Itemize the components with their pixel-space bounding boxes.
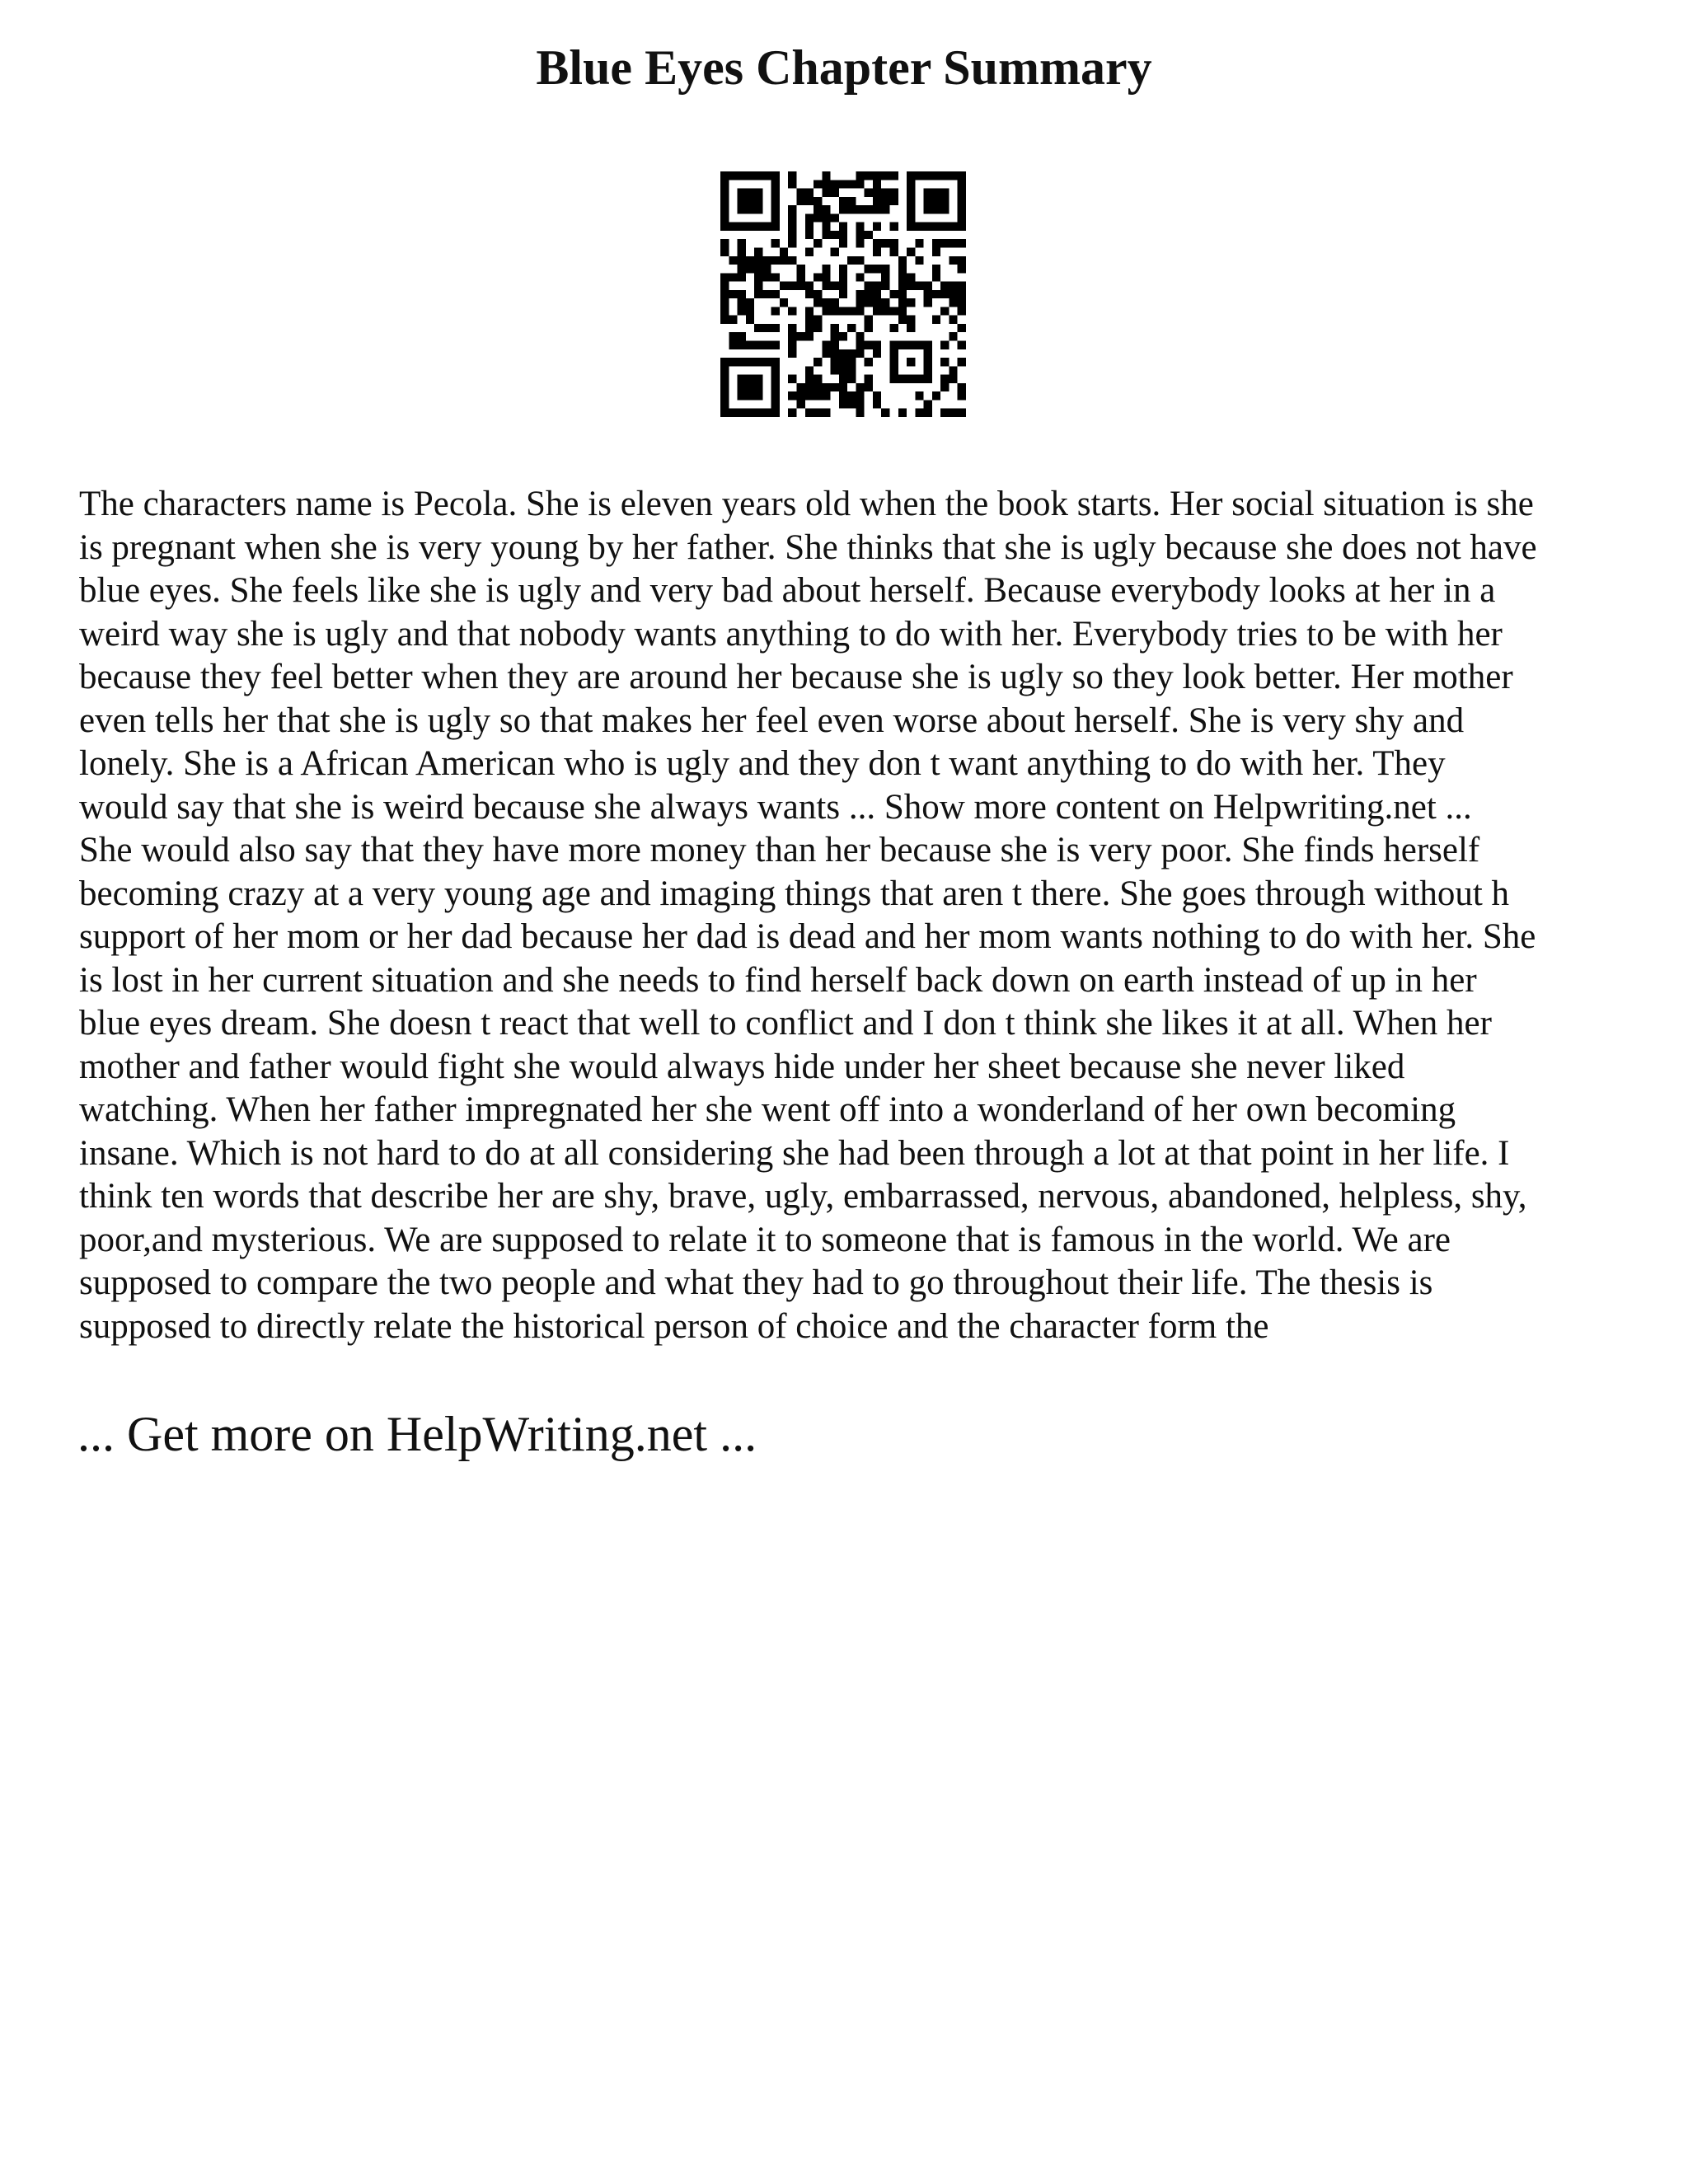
body-line: supposed to compare the two people and what they had to go throughout their life. The thesis is bbox=[79, 1263, 1433, 1302]
body-line: even tells her that she is ugly so that makes her feel even worse about herself. She is very shy and bbox=[79, 701, 1465, 740]
body-line: becoming crazy at a very young age and imaging things that aren t there. She goes through without h bbox=[79, 874, 1510, 913]
body-line: support of her mom or her dad because her dad is dead and her mom wants nothing to do with her. She bbox=[79, 917, 1536, 956]
page-title: Blue Eyes Chapter Summary bbox=[536, 40, 1152, 95]
body-line: is lost in her current situation and she needs to find herself back down on earth instead of up in her bbox=[79, 960, 1477, 1000]
body-line: weird way she is ugly and that nobody wants anything to do with her. Everybody tries to be with her bbox=[79, 614, 1503, 654]
qr-code bbox=[720, 171, 966, 417]
body-line: The characters name is Pecola. She is eleven years old when the book starts. Her social situation is she bbox=[79, 485, 1534, 523]
body-line: blue eyes. She feels like she is ugly and very bad about herself. Because everybody looks at her in a bbox=[79, 571, 1496, 610]
body-line: mother and father would fight she would always hide under her sheet because she never liked bbox=[79, 1047, 1405, 1086]
body-line: poor,and mysterious. We are supposed to relate it to someone that is famous in the world. We are bbox=[79, 1220, 1451, 1259]
body-line: is pregnant when she is very young by her father. She thinks that she is ugly because she does not have bbox=[79, 527, 1537, 567]
body-line: blue eyes dream. She doesn t react that well to conflict and I don t think she likes it at all. When her bbox=[79, 1004, 1492, 1043]
body-line: think ten words that describe her are shy, brave, ugly, embarrassed, nervous, abandoned, helpless, shy, bbox=[79, 1177, 1527, 1216]
body-line: She would also say that they have more money than her because she is very poor. She finds herself bbox=[79, 831, 1480, 869]
body-line: supposed to directly relate the historical person of choice and the character form the bbox=[79, 1306, 1269, 1346]
body-text bbox=[79, 483, 1629, 1348]
get-more-link[interactable]: ... Get more on HelpWriting.net ... bbox=[77, 1407, 757, 1461]
body-line: because they feel better when they are around her because she is ugly so they look better. Her mother bbox=[79, 658, 1513, 696]
body-line: insane. Which is not hard to do at all considering she had been through a lot at that point in her life. I bbox=[79, 1133, 1510, 1173]
body-line: watching. When her father impregnated her she went off into a wonderland of her own becoming bbox=[79, 1090, 1456, 1129]
body-line: would say that she is weird because she always wants ... Show more content on Helpwriting.net ... bbox=[79, 787, 1472, 827]
body-line: lonely. She is a African American who is ugly and they don t want anything to do with her. They bbox=[79, 744, 1446, 783]
